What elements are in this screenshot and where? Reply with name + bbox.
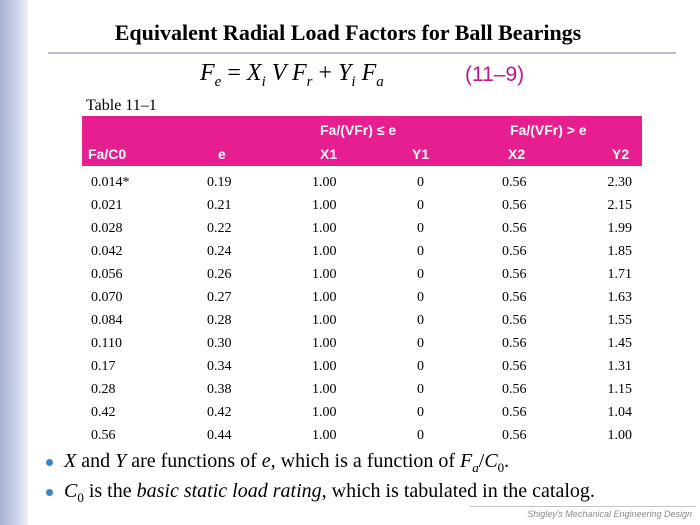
eq-t2a-sub: i — [351, 73, 356, 90]
cell-y1: 0 — [417, 290, 424, 305]
cell-fa-c0: 0.110 — [91, 336, 122, 351]
cell-e: 0.21 — [207, 198, 232, 213]
cell-fa-c0: 0.084 — [91, 313, 123, 328]
cell-y2: 1.00 — [607, 428, 632, 443]
cell-fa-c0: 0.56 — [91, 428, 116, 443]
cell-x2: 0.56 — [502, 405, 527, 420]
cell-e: 0.44 — [207, 428, 232, 443]
cell-x2: 0.56 — [502, 244, 527, 259]
table-row — [82, 172, 642, 195]
cell-fa-c0: 0.014* — [91, 175, 130, 190]
cell-x1: 1.00 — [312, 267, 337, 282]
cell-e: 0.24 — [207, 244, 232, 259]
cell-x1: 1.00 — [312, 175, 337, 190]
eq-t1c-sub: r — [306, 73, 313, 90]
cell-x1: 1.00 — [312, 336, 337, 351]
cell-x2: 0.56 — [502, 428, 527, 443]
cell-y1: 0 — [417, 267, 424, 282]
equation-number: (11–9) — [465, 63, 525, 86]
eq-t2b-sub: a — [376, 73, 384, 90]
table-row — [82, 241, 642, 264]
bullet-text: C — [484, 450, 498, 472]
table-row — [82, 356, 642, 379]
cell-fa-c0: 0.021 — [91, 198, 123, 213]
cell-fa-c0: 0.17 — [91, 359, 116, 374]
bullet-text: are functions of — [126, 450, 262, 472]
header-group-le: Fa/(VFr) ≤ e — [320, 122, 397, 138]
eq-t1c: F — [291, 60, 307, 86]
cell-y1: 0 — [417, 336, 424, 351]
cell-y2: 1.31 — [607, 359, 632, 374]
cell-e: 0.22 — [207, 221, 232, 236]
cell-x1: 1.00 — [312, 382, 337, 397]
cell-x1: 1.00 — [312, 428, 337, 443]
table-row — [82, 402, 642, 425]
bullet-text: . — [504, 450, 510, 472]
cell-x1: 1.00 — [312, 405, 337, 420]
cell-y1: 0 — [417, 359, 424, 374]
cell-fa-c0: 0.070 — [91, 290, 123, 305]
cell-y1: 0 — [417, 175, 424, 190]
cell-y2: 1.63 — [607, 290, 632, 305]
bullet-text: Y — [115, 450, 127, 472]
bullet-subscript: 0 — [497, 460, 505, 475]
bullet-list — [46, 450, 696, 510]
cell-y1: 0 — [417, 405, 424, 420]
cell-x1: 1.00 — [312, 244, 337, 259]
eq-plus: + — [318, 60, 333, 86]
header-group-gt: Fa/(VFr) > e — [510, 122, 587, 138]
footer-divider — [470, 506, 696, 507]
cell-y1: 0 — [417, 313, 424, 328]
cell-e: 0.28 — [207, 313, 232, 328]
cell-y2: 1.85 — [607, 244, 632, 259]
cell-e: 0.30 — [207, 336, 232, 351]
cell-y2: 2.30 — [607, 175, 632, 190]
cell-e: 0.34 — [207, 359, 232, 374]
header-e: e — [218, 146, 226, 162]
cell-y1: 0 — [417, 244, 424, 259]
cell-y2: 2.15 — [607, 198, 632, 213]
header-x2: X2 — [508, 146, 526, 162]
header-fa-c0: Fa/C0 — [88, 146, 127, 162]
cell-y2: 1.04 — [607, 405, 632, 420]
cell-y2: 1.15 — [607, 382, 632, 397]
footer-credit: Shigley's Mechanical Engineering Design — [527, 509, 692, 519]
table-row — [82, 425, 642, 448]
bullet-text: X — [64, 450, 77, 472]
cell-y2: 1.99 — [607, 221, 632, 236]
cell-x1: 1.00 — [312, 290, 337, 305]
eq-t2a: Y — [338, 60, 352, 86]
table-row — [82, 310, 642, 333]
cell-y1: 0 — [417, 198, 424, 213]
cell-y2: 1.55 — [607, 313, 632, 328]
cell-x1: 1.00 — [312, 198, 337, 213]
bullet-item — [46, 450, 696, 480]
cell-e: 0.19 — [207, 175, 232, 190]
eq-t2b: F — [361, 60, 377, 86]
table-row — [82, 379, 642, 402]
header-y1: Y1 — [412, 146, 430, 162]
bullet-text: is the — [83, 480, 137, 502]
bullet-text: which is a function of — [275, 450, 461, 472]
cell-x2: 0.56 — [502, 267, 527, 282]
cell-y2: 1.71 — [607, 267, 632, 282]
eq-t1a: X — [246, 60, 262, 86]
cell-y1: 0 — [417, 428, 424, 443]
eq-t1a-sub: i — [261, 73, 266, 90]
cell-x2: 0.56 — [502, 313, 527, 328]
bullet-subscript: a — [472, 460, 479, 475]
cell-x1: 1.00 — [312, 359, 337, 374]
bullet-dot-icon — [46, 459, 53, 466]
cell-x2: 0.56 — [502, 175, 527, 190]
table-row — [82, 287, 642, 310]
cell-e: 0.42 — [207, 405, 232, 420]
cell-fa-c0: 0.056 — [91, 267, 123, 282]
bullet-dot-icon — [46, 489, 53, 496]
bullet-text: , which is tabulated in the catalog. — [321, 480, 595, 502]
eq-equals: = — [227, 60, 241, 86]
bullet-text: basic static load rating — [136, 480, 322, 502]
cell-fa-c0: 0.028 — [91, 221, 123, 236]
cell-x2: 0.56 — [502, 359, 527, 374]
cell-e: 0.26 — [207, 267, 232, 282]
table-row — [82, 333, 642, 356]
eq-lhs: F — [200, 60, 215, 86]
cell-fa-c0: 0.042 — [91, 244, 123, 259]
slide-title: Equivalent Radial Load Factors for Ball Bearings — [114, 20, 582, 45]
bullet-text: / — [478, 450, 485, 472]
cell-x2: 0.56 — [502, 221, 527, 236]
bullet-text: F — [460, 450, 473, 472]
cell-y1: 0 — [417, 221, 424, 236]
cell-x1: 1.00 — [312, 313, 337, 328]
cell-x2: 0.56 — [502, 198, 527, 213]
cell-y1: 0 — [417, 382, 424, 397]
cell-x2: 0.56 — [502, 382, 527, 397]
cell-x2: 0.56 — [502, 290, 527, 305]
cell-y2: 1.45 — [607, 336, 632, 351]
bullet-subscript: 0 — [77, 490, 84, 505]
load-factor-table — [82, 172, 642, 448]
table-header — [82, 116, 642, 166]
table-row — [82, 195, 642, 218]
load-equation — [200, 60, 384, 91]
eq-lhs-sub: e — [214, 73, 222, 90]
cell-fa-c0: 0.42 — [91, 405, 116, 420]
cell-e: 0.27 — [207, 290, 232, 305]
slide-left-accent-bar — [0, 0, 28, 525]
header-y2: Y2 — [612, 146, 630, 162]
header-x1: X1 — [320, 146, 338, 162]
table-row — [82, 218, 642, 241]
table-label: Table 11–1 — [86, 97, 157, 114]
bullet-text: and — [76, 450, 116, 472]
title-divider — [48, 52, 676, 54]
table-row — [82, 264, 642, 287]
cell-x1: 1.00 — [312, 221, 337, 236]
cell-e: 0.38 — [207, 382, 232, 397]
cell-x2: 0.56 — [502, 336, 527, 351]
eq-t1b: V — [271, 60, 286, 86]
bullet-text: e, — [261, 450, 276, 472]
cell-fa-c0: 0.28 — [91, 382, 116, 397]
bullet-text: C — [64, 480, 78, 502]
